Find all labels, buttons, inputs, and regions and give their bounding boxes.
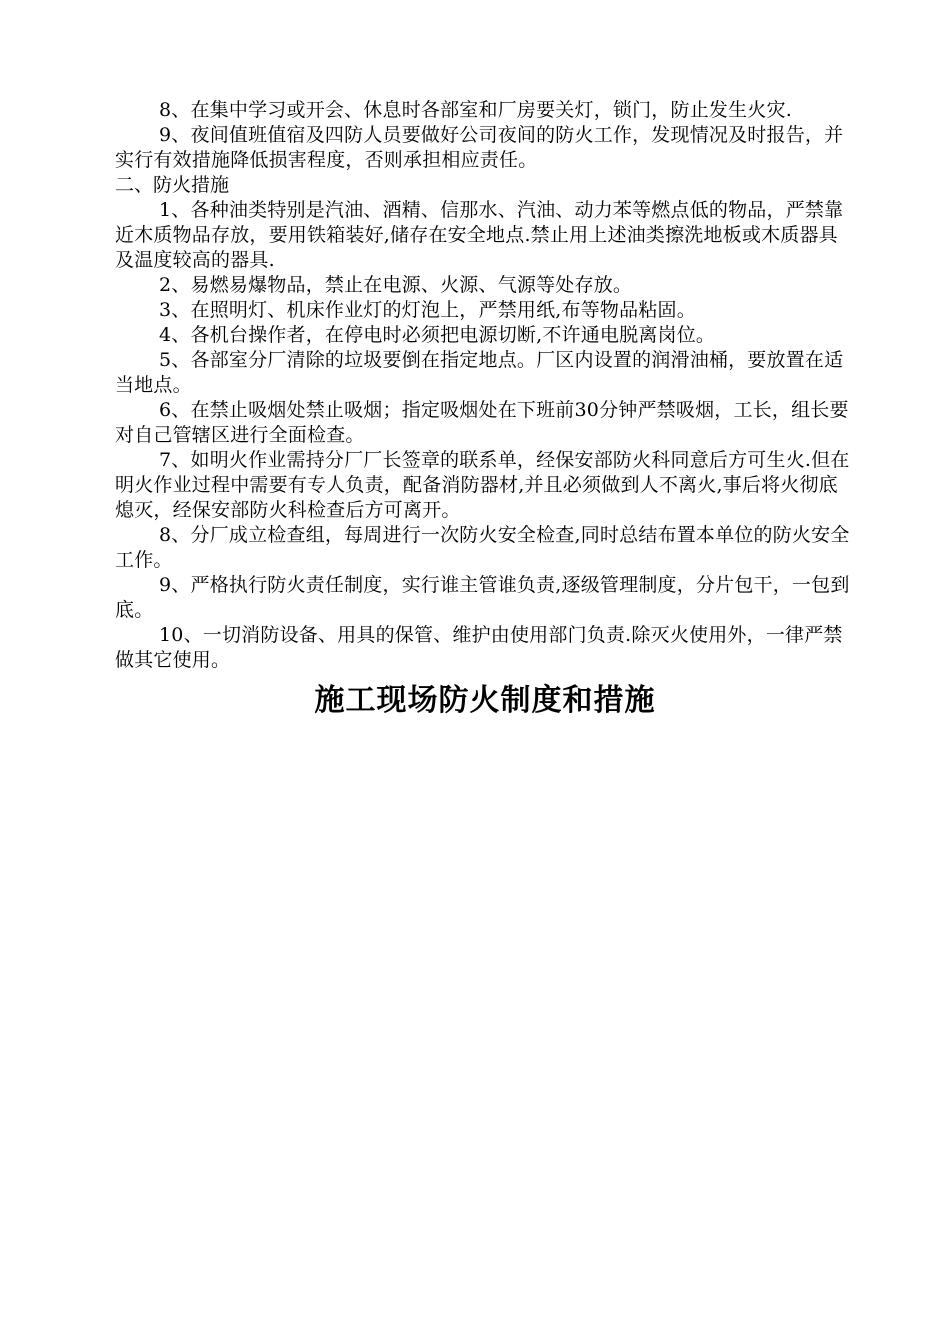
measure-8-inspection: 8、分厂成立检查组，每周进行一次防火安全检查,同时总结布置本单位的防火安全工作。 bbox=[115, 524, 850, 571]
measure-2-flammables: 2、易燃易爆物品，禁止在电源、火源、气源等处存放。 bbox=[159, 274, 633, 296]
measure-6-smoking: 6、在禁止吸烟处禁止吸烟；指定吸烟处在下班前30分钟严禁吸烟，工长，组长要对自己管辖区进行全面检查。 bbox=[115, 399, 849, 446]
measure-9-responsibility: 9、严格执行防火责任制度，实行谁主管谁负责,逐级管理制度，分片包干，一包到底。 bbox=[115, 574, 850, 621]
paragraph-9-night-duty: 9、夜间值班值宿及四防人员要做好公司夜间的防火工作，发现情况及时报告，并实行有效措施降低损害程度，否则承担相应责任。 bbox=[115, 124, 844, 171]
paragraph-8-lights-off: 8、在集中学习或开会、休息时各部室和厂房要关灯，锁门，防止发生火灾. bbox=[159, 99, 792, 121]
measure-3-lamps: 3、在照明灯、机床作业灯的灯泡上，严禁用纸,布等物品粘固。 bbox=[159, 299, 696, 321]
section-heading-fire-measures: 二、防火措施 bbox=[115, 174, 230, 196]
measure-10-equipment: 10、一切消防设备、用具的保管、维护由使用部门负责.除灭火使用外，一律严禁做其它使用。 bbox=[115, 624, 843, 671]
measure-4-power-off: 4、各机台操作者，在停电时必须把电源切断,不许通电脱离岗位。 bbox=[159, 324, 716, 346]
measure-1-oil-storage: 1、各种油类特别是汽油、酒精、信那水、汽油、动力苯等燃点低的物品，严禁靠近木质物品存放，要用铁箱装好,储存在安全地点.禁止用上述油类擦洗地板或木质器具及温度较高的器具. bbox=[115, 199, 844, 271]
page-title: 施工现场防火制度和措施 bbox=[314, 683, 656, 718]
measure-7-open-flame: 7、如明火作业需持分厂厂长签章的联系单，经保安部防火科同意后方可生火.但在明火作业过程中需要有专人负责，配备消防器材,并且必须做到人不离火,事后将火彻底熄灭，经保安部防火科检查后方可离开。 bbox=[115, 449, 850, 521]
measure-5-garbage: 5、各部室分厂清除的垃圾要倒在指定地点。厂区内设置的润滑油桶，要放置在适当地点。 bbox=[115, 349, 844, 396]
document-page bbox=[115, 98, 855, 723]
